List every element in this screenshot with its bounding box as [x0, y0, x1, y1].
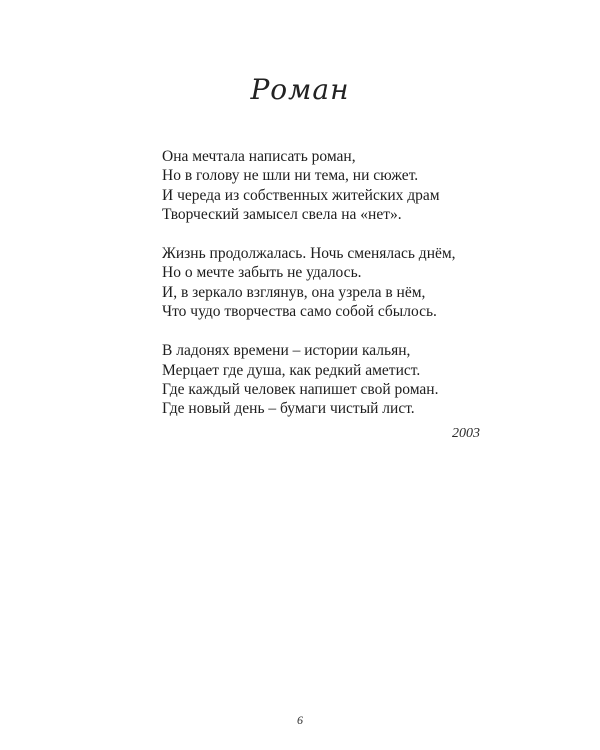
- poem-line: И череда из собственных житейских драм: [162, 186, 440, 204]
- poem-line: В ладонях времени – истории кальян,: [162, 342, 411, 360]
- poem-line: Но в голову не шли ни тема, ни сюжет.: [162, 167, 419, 185]
- stanza: [162, 147, 492, 224]
- stanza: [162, 244, 492, 321]
- poem-body: [162, 147, 492, 439]
- poem-line: Творческий замысел свела на «нет».: [162, 205, 402, 223]
- poem-line: Мерцает где душа, как редкий аметист.: [162, 361, 421, 379]
- poem-line: Она мечтала написать роман,: [162, 148, 356, 165]
- poem-line: Где новый день – бумаги чистый лист.: [162, 400, 415, 418]
- poem-date: 2003: [452, 426, 480, 441]
- stanza: [162, 341, 492, 418]
- poem-title: Роман: [250, 73, 350, 106]
- poem-line: Где каждый человек напишет свой роман.: [162, 380, 439, 398]
- page-number: 6: [297, 713, 303, 727]
- poem-line: Что чудо творчества само собой сбылось.: [162, 303, 437, 321]
- poem-line: Жизнь продолжалась. Ночь сменялась днём,: [162, 245, 456, 263]
- poem-line: Но о мечте забыть не удалось.: [162, 264, 362, 282]
- poem-line: И, в зеркало взглянув, она узрела в нём,: [162, 283, 426, 301]
